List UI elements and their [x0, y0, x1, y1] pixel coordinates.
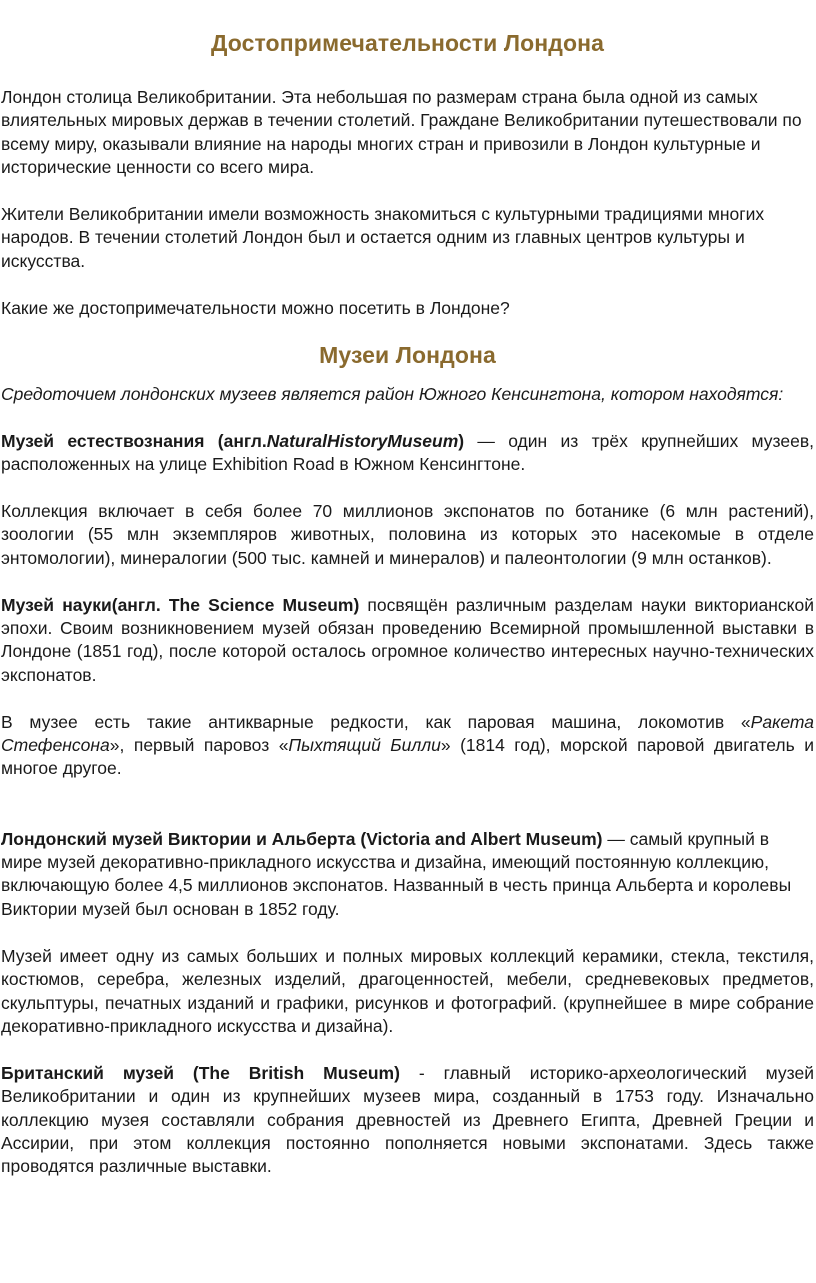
va-collection: Музей имеет одну из самых больших и полных мировых коллекций керамики, стекла, текстиля, костюмов, серебра, железных изделий, драгоценностей, мебели, средневековых предметов, скульптуры, печатных изданий и графики, рисунков и фотографий. (крупнейшее в мире собрание декоративно-прикладного искусства и дизайна).	[1, 945, 814, 1036]
intro-paragraph-2: Жители Великобритании имели возможность знакомиться с культурными традициями многих народов. В течении столетий Лондон был и остается одним из главных центров культуры и искусства.	[1, 204, 765, 271]
museums-heading: Музеи Лондона	[319, 342, 496, 369]
science-rarities-text-3: » (1814 год), морской паровой двигатель и многое другое.	[1, 735, 814, 779]
natural-history-text: — один из трёх крупнейших музеев, расположенных на улице Exhibition Road в Южном Кенсингтоне.	[1, 430, 814, 475]
british-name: Британский музей (The British Museum)	[1, 1062, 400, 1083]
science-rarities	[1, 711, 814, 781]
science-paragraph	[1, 594, 814, 688]
museums-intro	[1, 383, 814, 406]
science-text: посвящён различным разделам науки викторианской эпохи. Своим возникновением музей обязан проведению Всемирной промышленной выставки в Лондоне (1851 год), после которой осталось огромное количество интересных научно-технических экспонатов.	[1, 594, 814, 685]
page-title: Достопримечательности Лондона	[210, 30, 604, 56]
science-rarities-text-1: В музее есть такие антикварные редкости, как паровая машина, локомотив «	[1, 711, 751, 732]
intro-paragraph-1: Лондон столица Великобритании. Эта небольшая по размерам страна была одной из самых влиятельных мировых держав в течении столетий. Граждане Великобритании путешествовали по всему миру, оказывали влияние на народы многих стран и привозили в Лондон культурные и исторические ценности со всего мира.	[1, 87, 802, 178]
rocket-name: Ракета Стефенсона	[1, 711, 814, 756]
va-paragraph	[1, 828, 814, 922]
va-text: — самый крупный в мире музей декоративно-прикладного искусства и дизайна, имеющий постоянную коллекцию, включающую более 4,5 миллионов экспонатов. Названный в честь принца Альберта и королевы Виктории музей был основан в 1852 году.	[1, 828, 792, 919]
natural-history-paragraph	[1, 430, 814, 477]
natural-history-collection: Коллекция включает в себя более 70 миллионов экспонатов по ботанике (6 млн растений), зоологии (55 млн экземпляров животных, половина из которых это насекомые в отделе энтомологии), минералогии (500 тыс. камней и минералов) и палеонтологии (9 млн останков).	[1, 501, 814, 568]
natural-history-name-close: )	[458, 430, 465, 451]
science-rarities-text-2: », первый паровоз «	[109, 735, 289, 756]
museums-intro-text: Средоточием лондонских музеев является район Южного Кенсингтона, котором находятся:	[1, 384, 784, 405]
natural-history-name-en: NaturalHistoryMuseum	[266, 430, 459, 451]
natural-history-name: Музей естествознания (англ.	[1, 430, 267, 451]
british-text: - главный историко-археологический музей Великобритании и один из крупнейших музеев мира, созданный в 1753 году. Изначально коллекцию музея составляли собрания древностей из Древнего Египта, Древней Греции и Ассирии, при этом коллекция постоянно пополняется новыми экспонатами. Здесь также проводятся различные выставки.	[1, 1062, 814, 1177]
science-name: Музей науки(англ. The Science Museum)	[1, 594, 360, 615]
va-name: Лондонский музей Виктории и Альберта (Victoria and Albert Museum)	[1, 828, 603, 849]
intro-question: Какие же достопримечательности можно посетить в Лондоне?	[1, 297, 510, 318]
puffing-billy-name: Пыхтящий Билли	[288, 735, 441, 756]
british-paragraph	[1, 1062, 814, 1179]
